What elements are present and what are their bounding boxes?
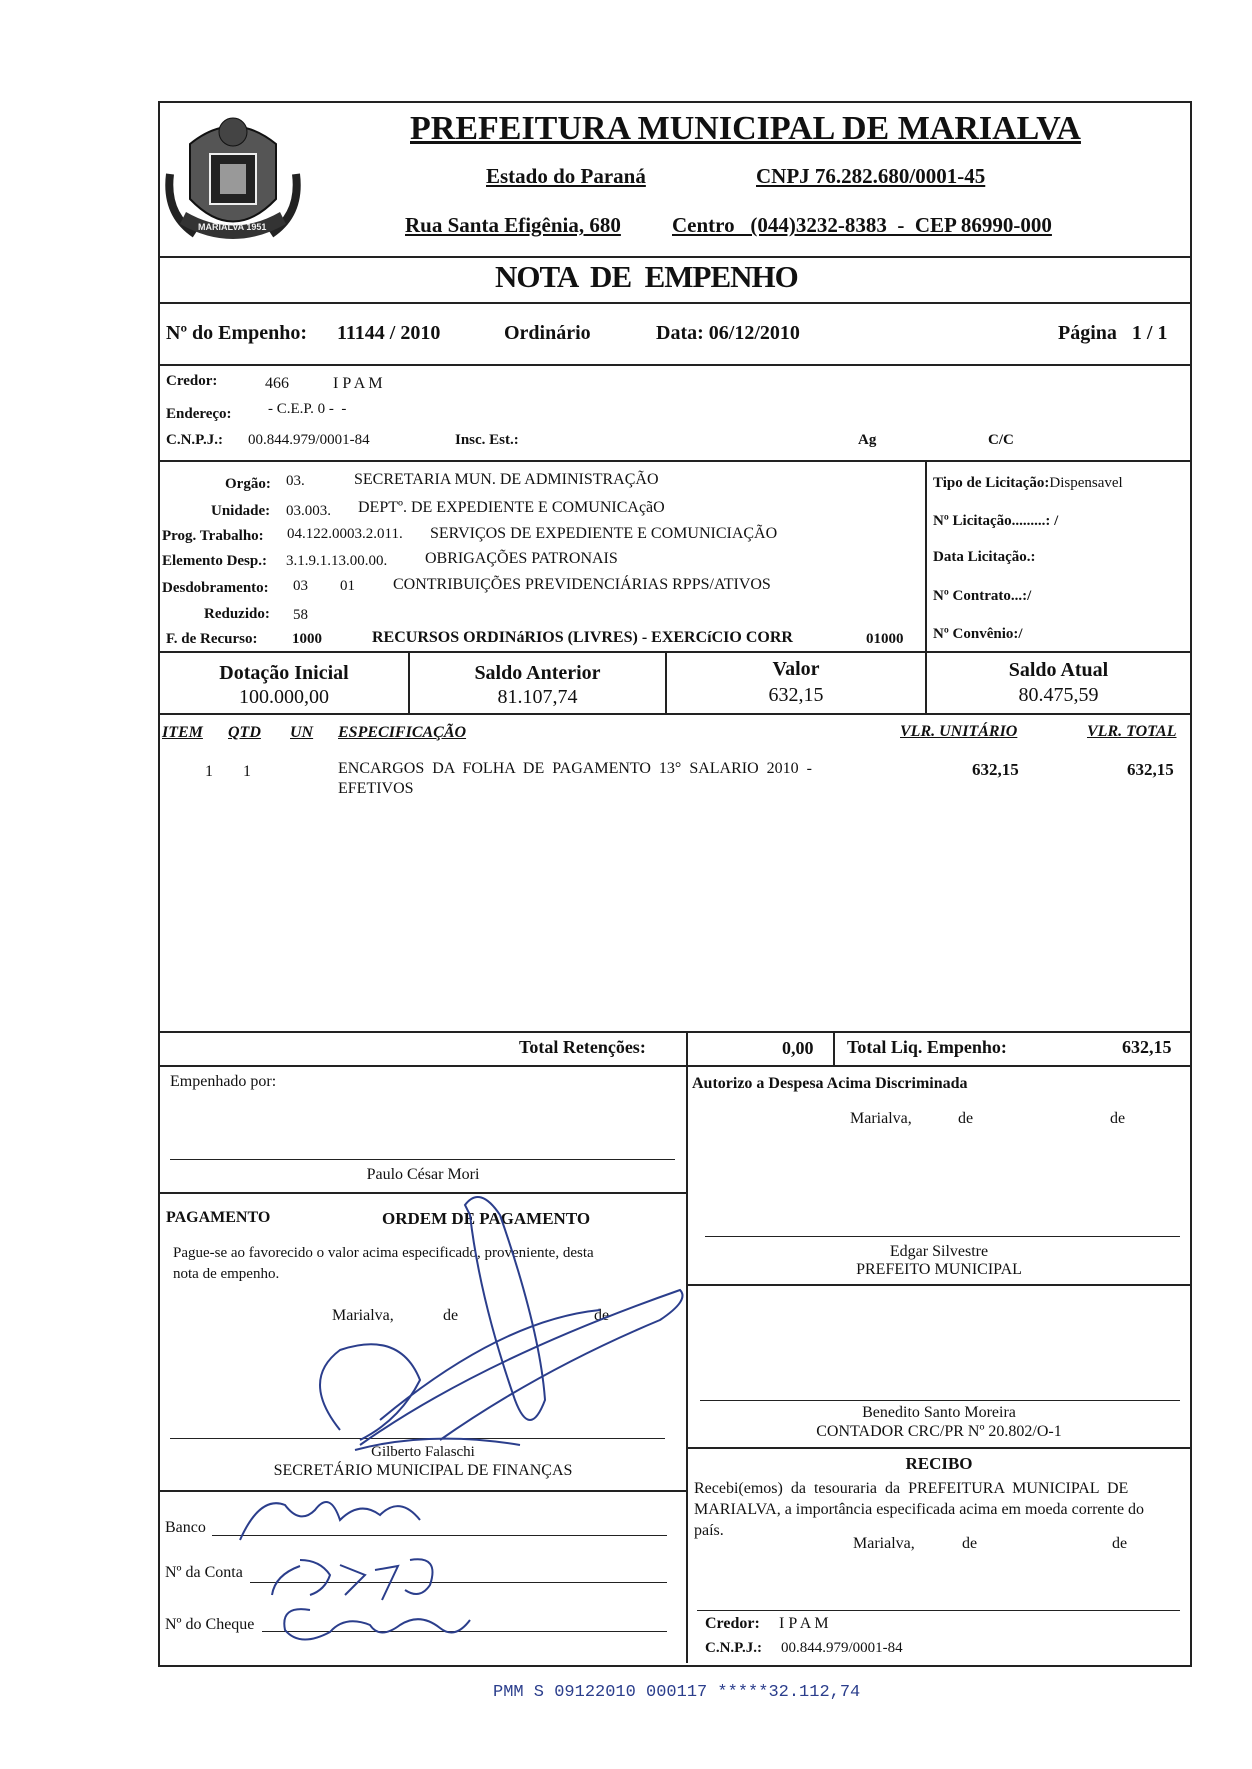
ordem-pagamento-label: ORDEM DE PAGAMENTO	[382, 1209, 591, 1228]
municipal-seal	[160, 104, 306, 254]
elem-label: Elemento Desp.:	[162, 553, 267, 569]
elem-code: 3.1.9.1.13.00.00.	[286, 553, 388, 569]
orgao-label: Orgão:	[225, 476, 271, 492]
empenho-date: Data: 06/12/2010	[656, 322, 800, 344]
saldo-anterior-label: Saldo Anterior	[474, 662, 601, 684]
secretario-name: Gilberto Falaschi	[371, 1444, 475, 1460]
empenhado-label: Empenhado por:	[170, 1073, 277, 1090]
licitacao-number: Nº Licitação.........: /	[933, 513, 1059, 529]
desd-desc: CONTRIBUIÇÕES PREVIDENCIÁRIAS RPPS/ATIVOS	[393, 576, 771, 593]
item-number: 1	[205, 763, 213, 780]
item-espec-line2: EFETIVOS	[338, 780, 414, 797]
prefeito-role: PREFEITO MUNICIPAL	[856, 1261, 1022, 1278]
ag-label: Ag	[858, 432, 877, 448]
prog-code: 04.122.0003.2.011.	[287, 526, 403, 542]
total-retencoes-value: 0,00	[782, 1038, 814, 1058]
credor-code: 466	[265, 375, 289, 392]
pagamento-de1: de	[443, 1307, 459, 1324]
orgao-desc: SECRETARIA MUN. DE ADMINISTRAÇÃO	[354, 471, 659, 488]
empenho-number: 11144 / 2010	[337, 322, 441, 344]
pagamento-label: PAGAMENTO	[166, 1209, 271, 1226]
autorizo-de1: de	[958, 1110, 974, 1127]
fonte-desc: RECURSOS ORDINáRIOS (LIVRES) - EXERCíCIO CORR	[372, 629, 793, 646]
col-item: ITEM	[162, 724, 203, 741]
licitacao-tipo-label: Tipo de Licitação:Dispensavel	[933, 475, 1123, 491]
col-vlr-unitario: VLR. UNITÁRIO	[900, 723, 1018, 740]
total-liq-value: 632,15	[1122, 1037, 1172, 1057]
cc-label: C/C	[988, 432, 1014, 448]
valor-value: 632,15	[768, 684, 824, 706]
cnpj-label: C.N.P.J.:	[166, 432, 223, 448]
contador-role: CONTADOR CRC/PR Nº 20.802/O-1	[816, 1423, 1062, 1440]
prefeito-name: Edgar Silvestre	[889, 1243, 989, 1260]
contador-name: Benedito Santo Moreira	[862, 1404, 1016, 1421]
banco-label: Banco	[165, 1519, 206, 1536]
header-state: Estado do Paraná	[486, 164, 646, 188]
seal-text: MARIALVA 1951	[198, 222, 267, 232]
convenio-number: Nº Convênio:/	[933, 626, 1023, 642]
valor-label: Valor	[772, 658, 820, 680]
recibo-credor-value: I P A M	[779, 1615, 829, 1632]
licitacao-tipo-value: Dispensavel	[1049, 475, 1123, 491]
unidade-code: 03.003.	[286, 503, 331, 519]
item-espec-line1: ENCARGOS DA FOLHA DE PAGAMENTO 13° SALARIO 2010 -	[338, 760, 812, 777]
item-qtd: 1	[243, 763, 251, 780]
reduzido-value: 58	[293, 607, 308, 623]
cheque-field[interactable]	[262, 1631, 667, 1632]
recibo-credor-label: Credor:	[705, 1615, 760, 1632]
insc-label: Insc. Est.:	[455, 432, 519, 448]
col-un: UN	[290, 724, 314, 741]
prog-desc: SERVIÇOS DE EXPEDIENTE E COMUNICIAÇÃO	[430, 525, 778, 542]
col-vlr-total: VLR. TOTAL	[1087, 723, 1177, 740]
recibo-text-3: país.	[694, 1522, 724, 1539]
conta-field[interactable]	[250, 1582, 667, 1583]
dotacao-inicial-label: Dotação Inicial	[219, 662, 349, 684]
total-liq-label: Total Liq. Empenho:	[847, 1037, 1007, 1057]
endereco-label: Endereço:	[166, 406, 232, 422]
conta-label: Nº da Conta	[165, 1564, 243, 1581]
recibo-text-1: Recebi(emos) da tesouraria da PREFEITURA MUNICIPAL DE	[694, 1480, 1129, 1497]
item-total-value: 632,15	[1127, 760, 1174, 779]
banco-field[interactable]	[212, 1535, 667, 1536]
item-unit-value: 632,15	[972, 760, 1019, 779]
col-especificacao: ESPECIFICAÇÃO	[338, 724, 467, 741]
header-title: PREFEITURA MUNICIPAL DE MARIALVA	[410, 110, 1081, 147]
empenhado-name: Paulo César Mori	[366, 1166, 480, 1183]
pagamento-text-1: Pague-se ao favorecido o valor acima especificado, proveniente, desta	[173, 1245, 594, 1261]
dotacao-inicial-value: 100.000,00	[239, 686, 329, 708]
header-cnpj: CNPJ 76.282.680/0001-45	[756, 164, 986, 188]
endereco-value: - C.E.P. 0 - -	[268, 401, 347, 417]
desd-code1: 03	[293, 578, 308, 594]
autorizo-label: Autorizo a Despesa Acima Discriminada	[692, 1075, 968, 1092]
saldo-anterior-value: 81.107,74	[497, 686, 578, 708]
reduzido-label: Reduzido:	[204, 606, 270, 622]
pagamento-de2: de	[594, 1307, 610, 1324]
recibo-cnpj-label: C.N.P.J.:	[705, 1640, 762, 1656]
page-number: Página 1 / 1	[1058, 322, 1168, 344]
desd-label: Desdobramento:	[162, 580, 269, 596]
fonte-label: F. de Recurso:	[166, 631, 258, 647]
fonte-code: 1000	[292, 631, 322, 647]
recibo-de1: de	[962, 1535, 978, 1552]
secretario-role: SECRETÁRIO MUNICIPAL DE FINANÇAS	[273, 1462, 573, 1479]
unidade-desc: DEPTº. DE EXPEDIENTE E COMUNICAçãO	[358, 499, 665, 516]
col-qtd: QTD	[228, 724, 261, 741]
fonte-num: 01000	[866, 631, 904, 647]
header-address: Rua Santa Efigênia, 680	[405, 213, 621, 237]
recibo-city: Marialva,	[853, 1535, 915, 1552]
payment-stamp: PMM S 09122010 000117 *****32.112,74	[493, 1683, 861, 1702]
recibo-de2: de	[1112, 1535, 1128, 1552]
autorizo-city: Marialva,	[850, 1110, 912, 1127]
pagamento-text-2: nota de empenho.	[173, 1266, 280, 1282]
header-district: Centro (044)3232-8383 - CEP 86990-000	[672, 213, 1052, 237]
recibo-text-2: MARIALVA, a importância especificada acima em moeda corrente do	[694, 1501, 1145, 1518]
licitacao-date: Data Licitação.:	[933, 549, 1036, 565]
pagamento-city: Marialva,	[332, 1307, 394, 1324]
saldo-atual-value: 80.475,59	[1018, 684, 1099, 706]
credor-label: Credor:	[166, 373, 218, 389]
doc-title: NOTA DE EMPENHO	[495, 259, 798, 294]
cheque-label: Nº do Cheque	[165, 1616, 255, 1633]
orgao-code: 03.	[286, 473, 305, 489]
autorizo-de2: de	[1110, 1110, 1126, 1127]
unidade-label: Unidade:	[211, 503, 271, 519]
desd-code2: 01	[340, 578, 355, 594]
empenho-type: Ordinário	[504, 322, 591, 344]
recibo-cnpj-value: 00.844.979/0001-84	[781, 1640, 903, 1656]
recibo-label: RECIBO	[905, 1454, 973, 1473]
prog-label: Prog. Trabalho:	[162, 528, 264, 544]
contrato-number: Nº Contrato...:/	[933, 588, 1032, 604]
empenho-number-label: Nº do Empenho:	[166, 322, 308, 344]
saldo-atual-label: Saldo Atual	[1008, 659, 1109, 681]
total-retencoes-label: Total Retenções:	[519, 1037, 646, 1057]
credor-name: I P A M	[333, 375, 383, 392]
cnpj-value: 00.844.979/0001-84	[248, 432, 370, 448]
elem-desc: OBRIGAÇÕES PATRONAIS	[425, 550, 618, 567]
